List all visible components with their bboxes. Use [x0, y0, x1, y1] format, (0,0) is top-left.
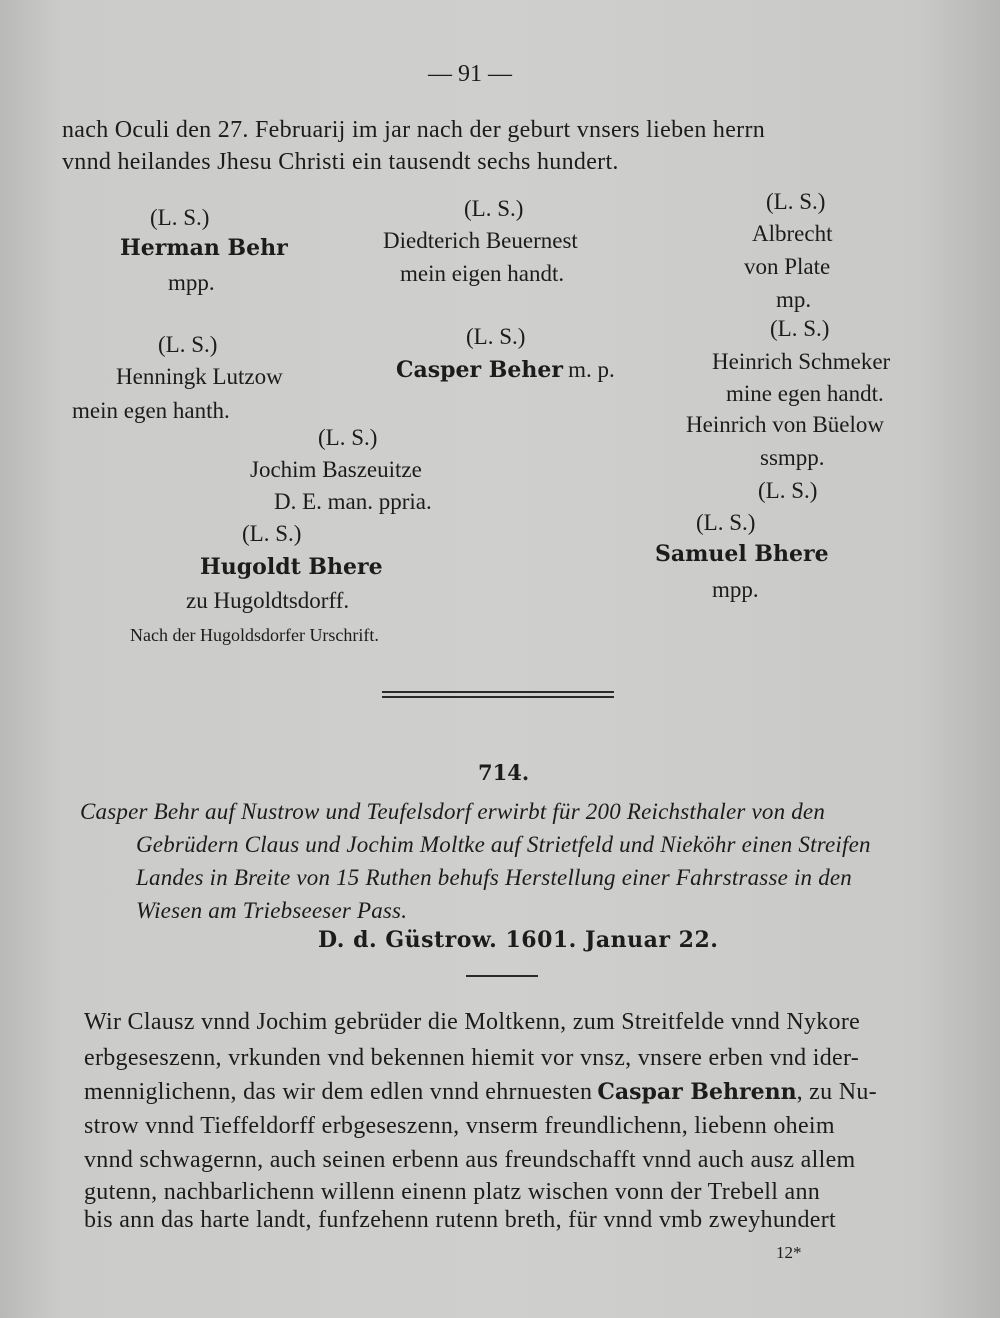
separator-rule — [382, 696, 614, 698]
separator-rule — [382, 691, 614, 693]
dateline: D. d. Güstrow. 1601. Januar 22. — [318, 927, 719, 953]
intro-line-1: nach Oculi den 27. Februarij im jar nach der geburt vnsers lieben herrn — [62, 117, 766, 143]
intro-line-2: vnnd heilandes Jhesu Christi ein tausendt sechs hundert. — [62, 149, 619, 175]
summary-line: Gebrüdern Claus und Jochim Moltke auf Strietfeld und Nieköhr einen Streifen — [136, 832, 871, 857]
signatory-note: ssmpp. — [760, 445, 825, 470]
text-line: erbgeseszenn, vrkunden vnd bekennen hiemit vor vnsz, vnsere erben vnd ider- — [84, 1045, 860, 1071]
text-segment: menniglichenn, das wir dem edlen vnnd ehrnuesten — [84, 1079, 593, 1105]
emphasized-name: Caspar Behrenn — [597, 1079, 797, 1105]
text-line: vnnd schwagernn, auch seinen erbenn aus freundschafft vnnd auch ausz allem — [84, 1147, 856, 1173]
signatory-name: Diedterich Beuernest — [383, 228, 578, 253]
signatory-note: m. p. — [568, 357, 615, 382]
signatory-name: Albrecht — [752, 221, 833, 246]
seal-mark: (L. S.) — [766, 189, 826, 214]
signatory-note: D. E. man. ppria. — [274, 489, 432, 514]
signatory-name: Heinrich von Büelow — [686, 412, 885, 437]
signatory-name: Samuel Bhere — [655, 541, 829, 567]
signatory-name: Herman Behr — [120, 235, 288, 261]
seal-mark: (L. S.) — [318, 425, 378, 450]
signatory-note: mine egen handt. — [726, 381, 884, 406]
signatory-name: Hugoldt Bhere — [200, 554, 383, 580]
text-line: gutenn, nachbarlichenn willenn einenn platz wischen vonn der Trebell ann — [84, 1179, 821, 1205]
seal-mark: (L. S.) — [242, 521, 302, 546]
source-note: Nach der Hugoldsdorfer Urschrift. — [130, 625, 379, 645]
signatory-note: mein eigen handt. — [400, 261, 565, 286]
seal-mark: (L. S.) — [770, 316, 830, 341]
summary-line: Wiesen am Triebseeser Pass. — [136, 898, 408, 923]
seal-mark: (L. S.) — [464, 196, 524, 221]
document-number: 714. — [478, 760, 530, 785]
seal-mark: (L. S.) — [758, 478, 818, 503]
text-line — [84, 1080, 877, 1104]
signatory-note: mp. — [776, 287, 812, 312]
signatory-name: Heinrich Schmeker — [712, 349, 891, 374]
seal-mark: (L. S.) — [466, 324, 526, 349]
signatory-note: mpp. — [168, 270, 215, 295]
page-number: — 91 — — [428, 61, 512, 87]
text-segment: , zu Nu- — [796, 1079, 877, 1105]
text-line: Wir Clausz vnnd Jochim gebrüder die Moltkenn, zum Streitfelde vnnd Nykore — [84, 1009, 861, 1035]
signatory-note: zu Hugoldtsdorff. — [186, 588, 350, 613]
short-rule — [466, 975, 538, 977]
signatory-name: Jochim Baszeuitze — [250, 457, 422, 482]
summary-line: Casper Behr auf Nustrow und Teufelsdorf erwirbt für 200 Reichsthaler von den — [80, 799, 826, 824]
text-line: bis ann das harte landt, funfzehenn rutenn breth, für vnnd vmb zweyhundert — [84, 1207, 836, 1233]
summary-line: Landes in Breite von 15 Ruthen behufs Herstellung einer Fahrstrasse in den — [136, 865, 852, 890]
seal-mark: (L. S.) — [150, 205, 210, 230]
signatory-note: mein egen hanth. — [72, 398, 230, 423]
signatory-note: mpp. — [712, 577, 759, 602]
signatory-name: Casper Beher — [396, 357, 563, 383]
seal-mark: (L. S.) — [696, 510, 756, 535]
signatory-name: Henningk Lutzow — [116, 364, 283, 389]
signatory-name-cont: von Plate — [744, 254, 831, 279]
signature-mark: 12* — [776, 1243, 802, 1262]
text-line: strow vnnd Tieffeldorff erbgeseszenn, vnserm freundlichenn, liebenn oheim — [84, 1113, 835, 1139]
seal-mark: (L. S.) — [158, 332, 218, 357]
signatory-line — [396, 358, 615, 381]
